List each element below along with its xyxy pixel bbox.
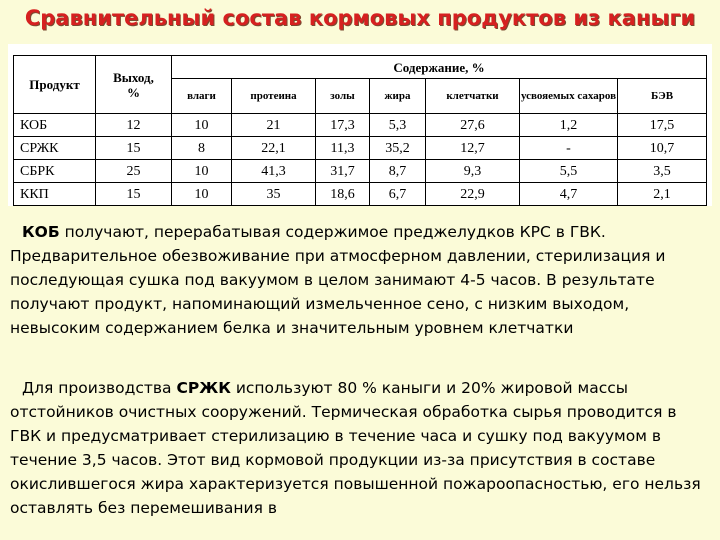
table-cell: 22,1 — [232, 137, 316, 160]
paragraph-kob-lead: КОБ — [22, 223, 60, 241]
table-cell: 10 — [172, 183, 232, 206]
paragraph-srzhk-text: используют 80 % каныги и 20% жировой массы отстойников очистных сооружений. Термическая обработка сырья проводится в ГВК и предусматривает стерилизацию в течение часа и сушку под вакуумом в течение 3,5 часов. Этот вид кормовой продукции из-за присутствия в составе окислившегося жира характеризуется повышенной пожароопасностью, его нельзя оставлять без перемешивания в — [10, 379, 701, 517]
table-cell: 11,3 — [316, 137, 370, 160]
row-product: СБРК — [14, 160, 96, 183]
paragraph-srzhk-lead: СРЖК — [176, 379, 231, 397]
paragraph-kob — [0, 220, 720, 340]
table-cell: 12 — [96, 114, 172, 137]
paragraph-srzhk — [0, 376, 720, 520]
subheader-ash: золы — [316, 79, 370, 114]
table-cell: 2,1 — [618, 183, 707, 206]
table-cell: 27,6 — [426, 114, 520, 137]
table-cell: 25 — [96, 160, 172, 183]
table-cell: 10,7 — [618, 137, 707, 160]
table-cell: 12,7 — [426, 137, 520, 160]
table-cell: 15 — [96, 137, 172, 160]
subheader-fat: жира — [370, 79, 426, 114]
table-cell: 5,3 — [370, 114, 426, 137]
table-row — [14, 160, 707, 183]
table-cell: 4,7 — [520, 183, 618, 206]
header-yield — [96, 56, 172, 114]
subheader-moisture: влаги — [172, 79, 232, 114]
slide-title: Сравнительный состав кормовых продуктов из каныги — [24, 6, 696, 30]
table-cell: 5,5 — [520, 160, 618, 183]
header-yield-line2: % — [127, 84, 140, 100]
table-row — [14, 137, 707, 160]
table-cell: 31,7 — [316, 160, 370, 183]
table-cell: 22,9 — [426, 183, 520, 206]
row-product: КОБ — [14, 114, 96, 137]
subheader-protein: протеина — [232, 79, 316, 114]
table-cell: 3,5 — [618, 160, 707, 183]
table-cell: 17,5 — [618, 114, 707, 137]
row-product: СРЖК — [14, 137, 96, 160]
table-cell: 35 — [232, 183, 316, 206]
paragraph-srzhk-before: Для производства — [22, 379, 177, 397]
table-cell: 1,2 — [520, 114, 618, 137]
table-cell: 35,2 — [370, 137, 426, 160]
header-content: Содержание, % — [172, 56, 707, 79]
table-cell: 41,3 — [232, 160, 316, 183]
table-cell: 6,7 — [370, 183, 426, 206]
header-product: Продукт — [14, 56, 96, 114]
table-cell: - — [520, 137, 618, 160]
subheader-fiber: клетчатки — [426, 79, 520, 114]
table-cell: 10 — [172, 160, 232, 183]
table-row — [14, 183, 707, 206]
table-cell: 9,3 — [426, 160, 520, 183]
subheader-nfe: БЭВ — [618, 79, 707, 114]
header-yield-line1: Выход, — [113, 69, 154, 85]
table-cell: 21 — [232, 114, 316, 137]
table-cell: 18,6 — [316, 183, 370, 206]
composition-table-panel — [8, 44, 712, 206]
composition-table — [13, 55, 707, 206]
table-row — [14, 114, 707, 137]
subheader-sugars: усвояемых сахаров — [520, 79, 618, 114]
table-cell: 15 — [96, 183, 172, 206]
table-cell: 8,7 — [370, 160, 426, 183]
table-cell: 8 — [172, 137, 232, 160]
table-cell: 10 — [172, 114, 232, 137]
table-cell: 17,3 — [316, 114, 370, 137]
row-product: ККП — [14, 183, 96, 206]
paragraph-kob-text: получают, перерабатывая содержимое преджелудков КРС в ГВК. Предварительное обезвоживание при атмосферном давлении, стерилизация и последующая сушка под вакуумом в целом занимают 4-5 часов. В результате получают продукт, напоминающий измельченное сено, с низким выходом, невысоким содержанием белка и значительным уровнем клетчатки — [10, 223, 666, 337]
